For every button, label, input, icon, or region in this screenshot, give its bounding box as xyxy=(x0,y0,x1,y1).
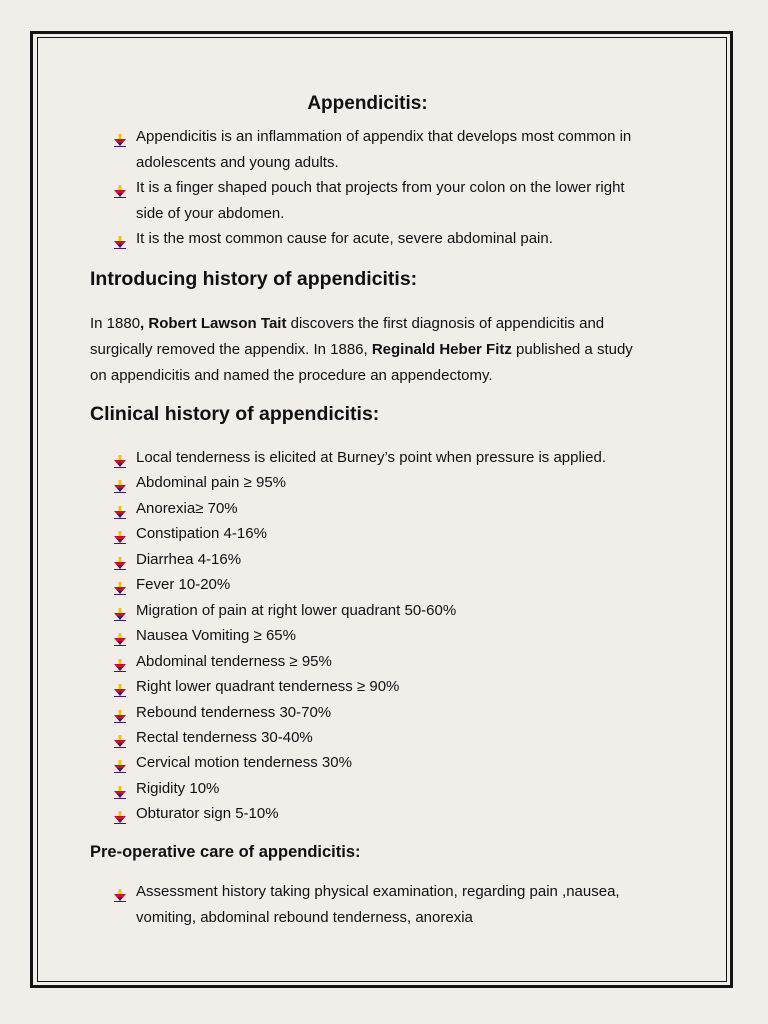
down-arrow-bullet-icon xyxy=(114,782,126,795)
list-item-line: It is the most common cause for acute, severe abdominal pain. xyxy=(136,230,553,247)
list-item-text: Anorexia≥ 70% xyxy=(136,499,238,517)
history-line-3: on appendicitis and named the procedure an appendectomy. xyxy=(90,367,493,384)
down-arrow-bullet-icon xyxy=(114,578,126,591)
down-arrow-bullet-icon xyxy=(114,451,126,464)
down-arrow-bullet-icon xyxy=(114,476,126,489)
list-item-text: Constipation 4-16% xyxy=(136,525,267,543)
list-item-text: Nausea Vomiting ≥ 65% xyxy=(136,627,296,645)
list-item-line: Appendicitis is an inflammation of appendix that develops most common in xyxy=(136,128,632,145)
list-item-line: side of your abdomen. xyxy=(136,204,285,222)
history-heading: Introducing history of appendicitis: xyxy=(90,268,418,290)
down-arrow-bullet-icon xyxy=(114,604,126,617)
list-item-text xyxy=(136,226,676,252)
history-line-1: In 1880, Robert Lawson Tait discovers the first diagnosis of appendicitis and xyxy=(90,315,605,332)
down-arrow-bullet-icon xyxy=(114,731,126,744)
list-item-text: Obturator sign 5-10% xyxy=(136,805,279,823)
list-item-line: It is a finger shaped pouch that projects from your colon on the lower right xyxy=(136,179,625,196)
list-item-line: Assessment history taking physical examination, regarding pain ,nausea, xyxy=(136,883,620,900)
list-item-text: Rigidity 10% xyxy=(136,779,220,797)
down-arrow-bullet-icon xyxy=(114,807,126,820)
list-item-line: vomiting, abdominal rebound tenderness, anorexia xyxy=(136,908,473,926)
list-item-line: adolescents and young adults. xyxy=(136,153,339,171)
list-item-text xyxy=(136,124,676,175)
history-paragraph xyxy=(90,311,650,389)
down-arrow-bullet-icon xyxy=(114,885,126,898)
list-item-text: Fever 10-20% xyxy=(136,576,231,594)
history-line-2: surgically removed the appendix. In 1886, Reginald Heber Fitz published a study xyxy=(90,341,633,358)
clinical-heading: Clinical history of appendicitis: xyxy=(90,403,380,425)
list-item-text: Rectal tenderness 30-40% xyxy=(136,728,313,746)
list-item-text: Abdominal tenderness ≥ 95% xyxy=(136,652,332,670)
list-item-text: Migration of pain at right lower quadrant 50-60% xyxy=(136,601,457,619)
down-arrow-bullet-icon xyxy=(114,553,126,566)
down-arrow-bullet-icon xyxy=(114,130,126,143)
down-arrow-bullet-icon xyxy=(114,655,126,668)
down-arrow-bullet-icon xyxy=(114,706,126,719)
down-arrow-bullet-icon xyxy=(114,502,126,515)
list-item-text: Abdominal pain ≥ 95% xyxy=(136,474,286,492)
down-arrow-bullet-icon xyxy=(114,629,126,642)
list-item-text xyxy=(136,879,676,930)
list-item-text: Cervical motion tenderness 30% xyxy=(136,754,352,772)
list-item-text: Local tenderness is elicited at Burney’s point when pressure is applied. xyxy=(136,449,606,466)
down-arrow-bullet-icon xyxy=(114,527,126,540)
list-item-text: Rebound tenderness 30-70% xyxy=(136,703,332,721)
list-item-text xyxy=(136,175,676,226)
list-item-text: Diarrhea 4-16% xyxy=(136,550,242,568)
page-title: Appendicitis: xyxy=(307,93,428,114)
down-arrow-bullet-icon xyxy=(114,756,126,769)
preop-heading: Pre-operative care of appendicitis: xyxy=(90,843,361,861)
down-arrow-bullet-icon xyxy=(114,680,126,693)
list-item-text: Right lower quadrant tenderness ≥ 90% xyxy=(136,678,400,696)
down-arrow-bullet-icon xyxy=(114,181,126,194)
down-arrow-bullet-icon xyxy=(114,232,126,245)
